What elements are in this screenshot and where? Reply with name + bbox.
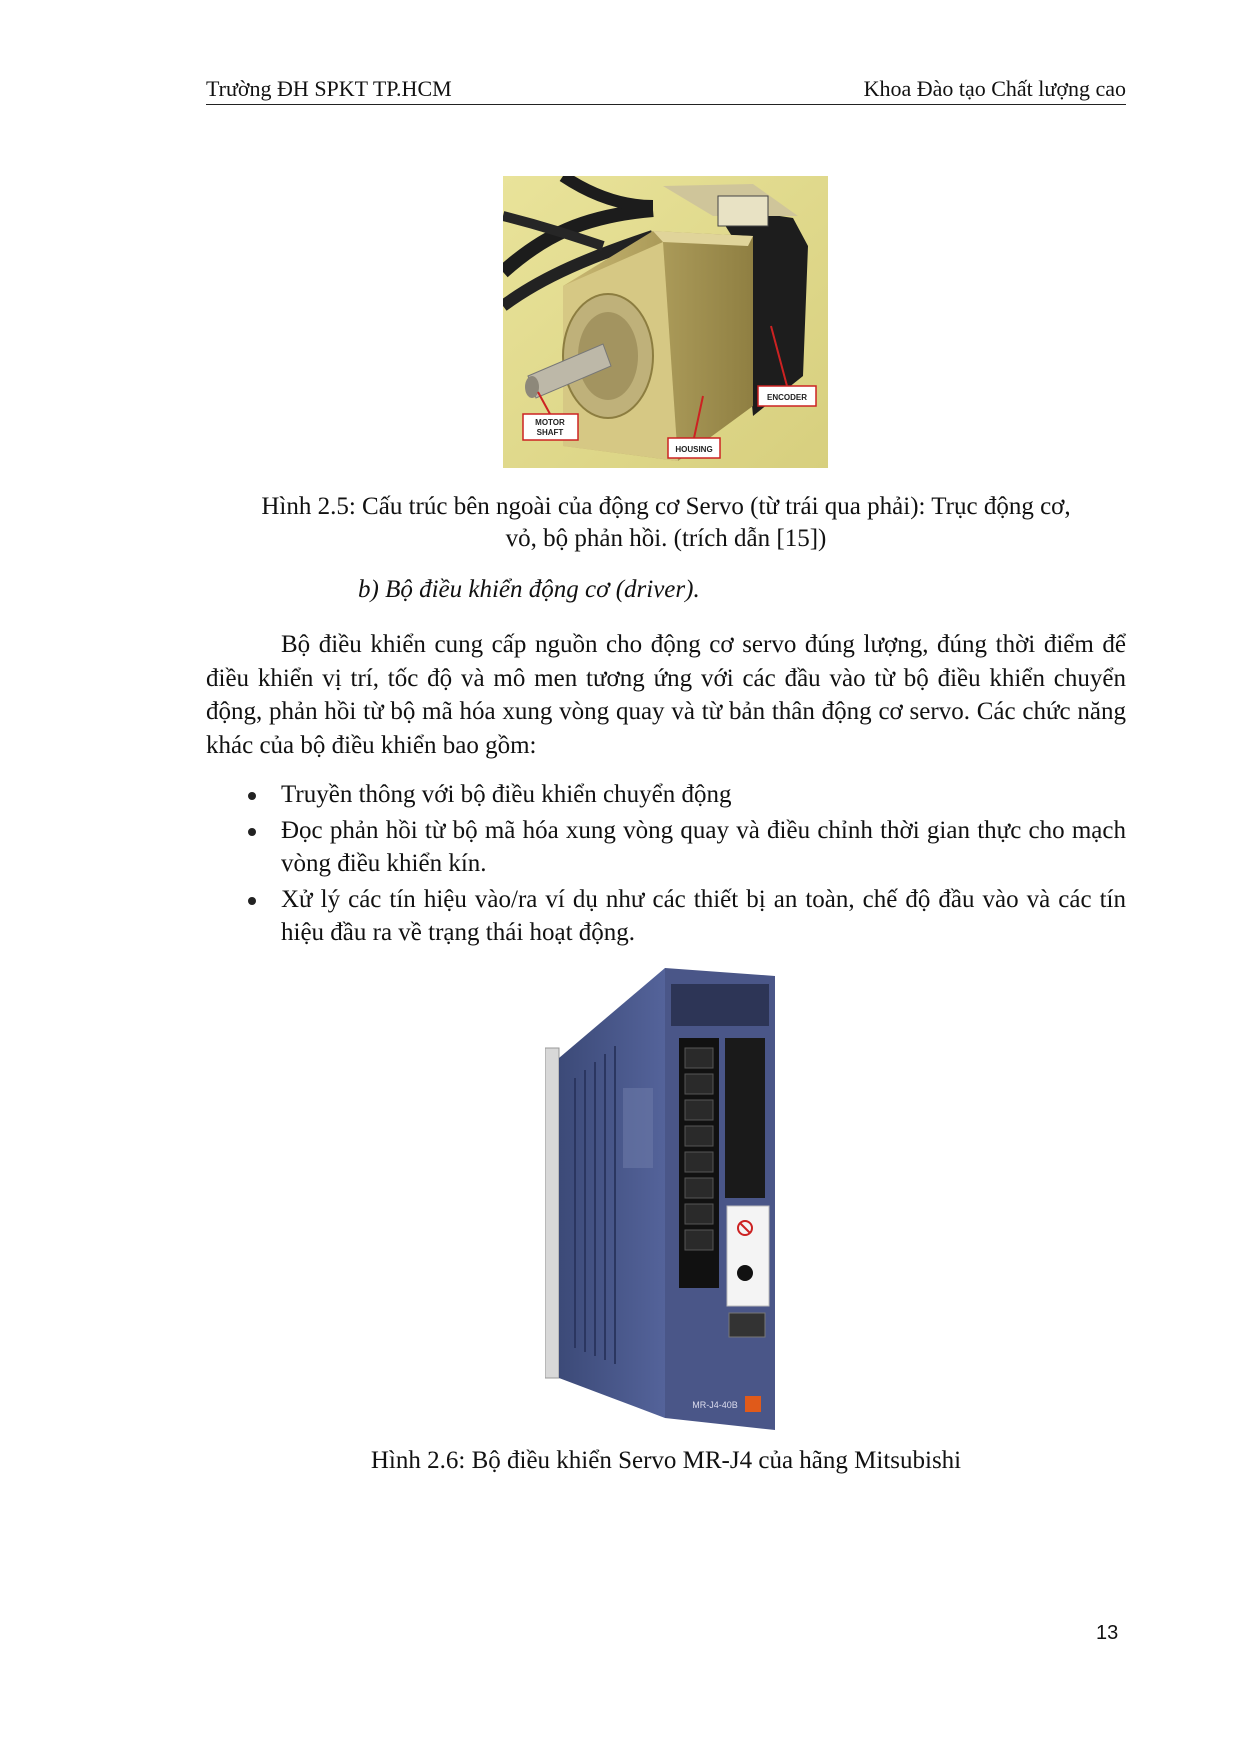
- page-number: 13: [1096, 1622, 1119, 1644]
- page-header: [206, 74, 1126, 105]
- header-faculty: Khoa Đào tạo Chất lượng cao: [863, 76, 1126, 101]
- label-motor: MOTOR: [535, 418, 565, 427]
- header-school: Trường ĐH SPKT TP.HCM: [206, 76, 452, 101]
- body-paragraph: [206, 628, 1126, 762]
- label-encoder: ENCODER: [766, 393, 808, 402]
- list-item: Đọc phản hồi từ bộ mã hóa xung vòng quay và điều chỉnh thời gian thực cho mạch vòng điều khiển kín.: [206, 814, 1126, 880]
- paragraph-text: Bộ điều khiển cung cấp nguồn cho động cơ servo đúng lượng, đúng thời điểm để điều khiển vị trí, tốc độ và mô men tương ứng với các đầu vào từ bộ điều khiển chuyển động, phản hồi từ bộ mã hóa xung vòng quay và từ bản thân động cơ servo. Các chức năng khác của bộ điều khiển bao gồm:: [206, 631, 1126, 759]
- caption-line-1: Hình 2.5: Cấu trúc bên ngoài của động cơ Servo (từ trái qua phải): Trục động cơ,: [261, 493, 1071, 520]
- section-subheading: b) Bộ điều khiển động cơ (driver).: [358, 576, 700, 603]
- servo-motor-image: [503, 176, 828, 468]
- list-item: Truyền thông với bộ điều khiển chuyển động: [206, 778, 1126, 811]
- list-item: Xử lý các tín hiệu vào/ra ví dụ như các thiết bị an toàn, chế độ đầu vào và các tín hiệu đầu ra về trạng thái hoạt động.: [206, 883, 1126, 949]
- figure-2-5-caption: [206, 491, 1126, 555]
- servo-driver-image: [545, 968, 785, 1430]
- caption-line-2: vỏ, bộ phản hồi. (trích dẫn [15]): [505, 525, 827, 552]
- bullet-icon: [248, 792, 256, 800]
- function-list: [206, 778, 1126, 952]
- label-shaft: SHAFT: [536, 428, 564, 437]
- label-housing: HOUSING: [675, 445, 713, 454]
- figure-2-6-caption: Hình 2.6: Bộ điều khiển Servo MR-J4 của hãng Mitsubishi: [370, 1447, 962, 1474]
- device-model-label: MR-J4-40B: [692, 1400, 738, 1410]
- bullet-icon: [248, 897, 256, 905]
- bullet-icon: [248, 828, 256, 836]
